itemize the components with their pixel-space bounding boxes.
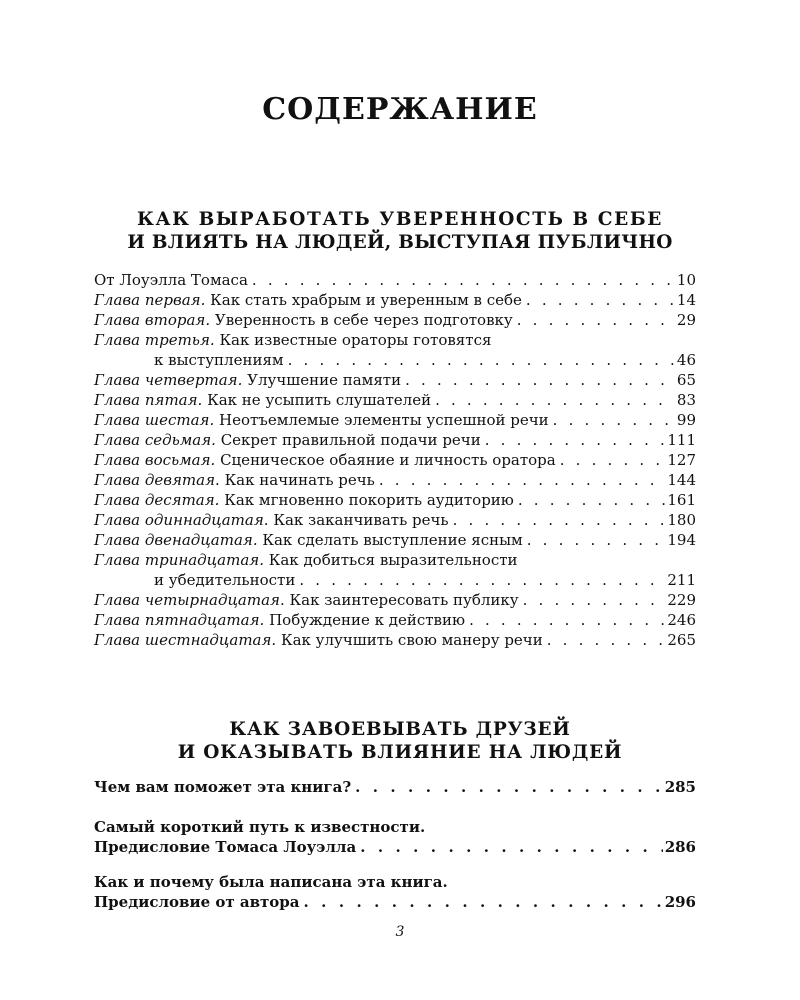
dot-leader (379, 470, 666, 490)
chapter-label: Глава шестая. (94, 411, 215, 429)
chapter-label: Глава девятая. (94, 471, 220, 489)
toc-entry-title: Как мгновенно покорить аудиторию (224, 491, 514, 509)
toc-entry-title: Неотъемлемые элементы успешной речи (219, 411, 549, 429)
toc-page-number: 29 (676, 311, 696, 329)
toc-page-number: 111 (667, 431, 696, 449)
toc-entry-title: Как заинтересовать публику (289, 591, 519, 609)
toc-entry-title: Чем вам поможет эта книга? (94, 778, 352, 796)
toc-entry-chapter-4[interactable] (94, 370, 696, 390)
dot-leader (523, 590, 666, 610)
chapter-label: Глава шестнадцатая. (94, 631, 277, 649)
toc-entry-title: Секрет правильной подачи речи (220, 431, 481, 449)
dot-leader (304, 892, 663, 912)
toc-entry-title: Как стать храбрым и уверенным в себе (210, 291, 522, 309)
toc-page-number: 161 (667, 491, 696, 509)
toc-page-number: 265 (667, 631, 696, 649)
toc-page-number: 286 (664, 838, 696, 856)
toc-entry-chapter-9[interactable] (94, 470, 696, 490)
section-2-heading-line-1: КАК ЗАВОЕВЫВАТЬ ДРУЗЕЙ (229, 719, 571, 740)
dot-leader (469, 610, 665, 630)
dot-leader (299, 570, 665, 590)
toc-page-number: 10 (676, 271, 696, 289)
toc-entry-chapter-1[interactable] (94, 290, 696, 310)
chapter-label: Глава восьмая. (94, 451, 216, 469)
dot-leader (405, 370, 675, 390)
toc-entry-title: Как не усыпить слушателей (207, 391, 432, 409)
dot-leader (517, 310, 675, 330)
chapter-label: Глава седьмая. (94, 431, 216, 449)
chapter-label: Глава пятнадцатая. (94, 611, 265, 629)
chapter-label: Глава одиннадцатая. (94, 511, 269, 529)
toc-entry-title: Как улучшить свою манеру речи (280, 631, 543, 649)
toc-entry-chapter-5[interactable] (94, 390, 696, 410)
dot-leader (355, 777, 663, 797)
section-1-heading-line-2: И ВЛИЯТЬ НА ЛЮДЕЙ, ВЫСТУПАЯ ПУБЛИЧНО (127, 232, 673, 253)
toc-entry-title: Как заканчивать речь (273, 511, 449, 529)
chapter-label: Глава пятая. (94, 391, 203, 409)
toc-entry-chapter-3-cont[interactable] (94, 350, 696, 370)
toc-entry-lowell-preface[interactable] (94, 817, 696, 857)
section-1-heading-line-1: КАК ВЫРАБОТАТЬ УВЕРЕННОСТЬ В СЕБЕ (137, 209, 663, 230)
toc-page-number: 285 (664, 778, 696, 796)
toc-entry-title: Самый короткий путь к известности. (94, 818, 426, 836)
chapter-label: Глава четвертая. (94, 371, 243, 389)
toc-entry-subtitle: Предисловие от автора (94, 893, 300, 911)
toc-entry-chapter-12[interactable] (94, 530, 696, 550)
toc-entry-title: Как известные ораторы готовятся (219, 331, 492, 349)
toc-page-number: 83 (676, 391, 696, 409)
toc-page-number: 144 (667, 471, 696, 489)
dot-leader (526, 290, 675, 310)
chapter-label: Глава десятая. (94, 491, 220, 509)
toc-entry-chapter-2[interactable] (94, 310, 696, 330)
toc-entry-chapter-14[interactable] (94, 590, 696, 610)
page-number: 3 (395, 924, 405, 940)
toc-page-number: 194 (667, 531, 696, 549)
toc-entry-title: Как начинать речь (224, 471, 375, 489)
toc-entry-title-cont: и убедительности (154, 571, 296, 589)
toc-page-number: 229 (667, 591, 696, 609)
toc-entry-foreword[interactable] (94, 270, 696, 290)
toc-entry-chapter-3[interactable] (94, 330, 696, 350)
dot-leader (547, 630, 666, 650)
page-title: СОДЕРЖАНИЕ (262, 92, 538, 127)
dot-leader (360, 837, 662, 857)
toc-entry-chapter-8[interactable] (94, 450, 696, 470)
dot-leader (252, 270, 675, 290)
chapter-label: Глава двенадцатая. (94, 531, 258, 549)
toc-entry-title: Как добиться выразительности (268, 551, 518, 569)
dot-leader (560, 450, 666, 470)
toc-entry-chapter-10[interactable] (94, 490, 696, 510)
toc-entry-title: От Лоуэлла Томаса (94, 271, 248, 289)
chapter-label: Глава тринадцатая. (94, 551, 264, 569)
toc-entry-how-book-helps[interactable] (94, 777, 696, 797)
toc-page-number: 246 (667, 611, 696, 629)
dot-leader (518, 490, 666, 510)
toc-entry-chapter-6[interactable] (94, 410, 696, 430)
toc-page-number: 296 (664, 893, 696, 911)
dot-leader (527, 530, 666, 550)
toc-entry-title: Побуждение к действию (269, 611, 466, 629)
dot-leader (288, 350, 675, 370)
toc-entry-chapter-13[interactable] (94, 550, 696, 570)
toc-page-number: 46 (676, 351, 696, 369)
toc-entry-title-cont: к выступлениям (154, 351, 284, 369)
toc-entry-author-preface[interactable] (94, 872, 696, 912)
section-2-heading (0, 718, 800, 764)
dot-leader (435, 390, 675, 410)
toc-entry-chapter-11[interactable] (94, 510, 696, 530)
toc-entry-subtitle: Предисловие Томаса Лоуэлла (94, 838, 357, 856)
chapter-label: Глава первая. (94, 291, 206, 309)
toc-entry-chapter-16[interactable] (94, 630, 696, 650)
chapter-label: Глава третья. (94, 331, 215, 349)
toc-entry-title: Уверенность в себе через подготовку (214, 311, 513, 329)
toc-entry-title: Сценическое обаяние и личность оратора (220, 451, 556, 469)
toc-page-number: 211 (667, 571, 696, 589)
toc-entry-title: Как сделать выступление ясным (262, 531, 523, 549)
section-2-heading-line-2: И ОКАЗЫВАТЬ ВЛИЯНИЕ НА ЛЮДЕЙ (177, 742, 623, 763)
chapter-label: Глава четырнадцатая. (94, 591, 285, 609)
toc-entry-chapter-13-cont[interactable] (94, 570, 696, 590)
dot-leader (453, 510, 666, 530)
toc-entry-chapter-15[interactable] (94, 610, 696, 630)
dot-leader (553, 410, 675, 430)
toc-page-number: 65 (676, 371, 696, 389)
toc-page-number: 99 (676, 411, 696, 429)
dot-leader (485, 430, 666, 450)
toc-entry-title: Улучшение памяти (247, 371, 402, 389)
toc-page-number: 14 (676, 291, 696, 309)
toc-page-number: 127 (667, 451, 696, 469)
section-1-toc (94, 270, 696, 650)
toc-entry-title: Как и почему была написана эта книга. (94, 873, 448, 891)
toc-page-number: 180 (667, 511, 696, 529)
section-1-heading (0, 208, 800, 254)
toc-entry-chapter-7[interactable] (94, 430, 696, 450)
chapter-label: Глава вторая. (94, 311, 211, 329)
